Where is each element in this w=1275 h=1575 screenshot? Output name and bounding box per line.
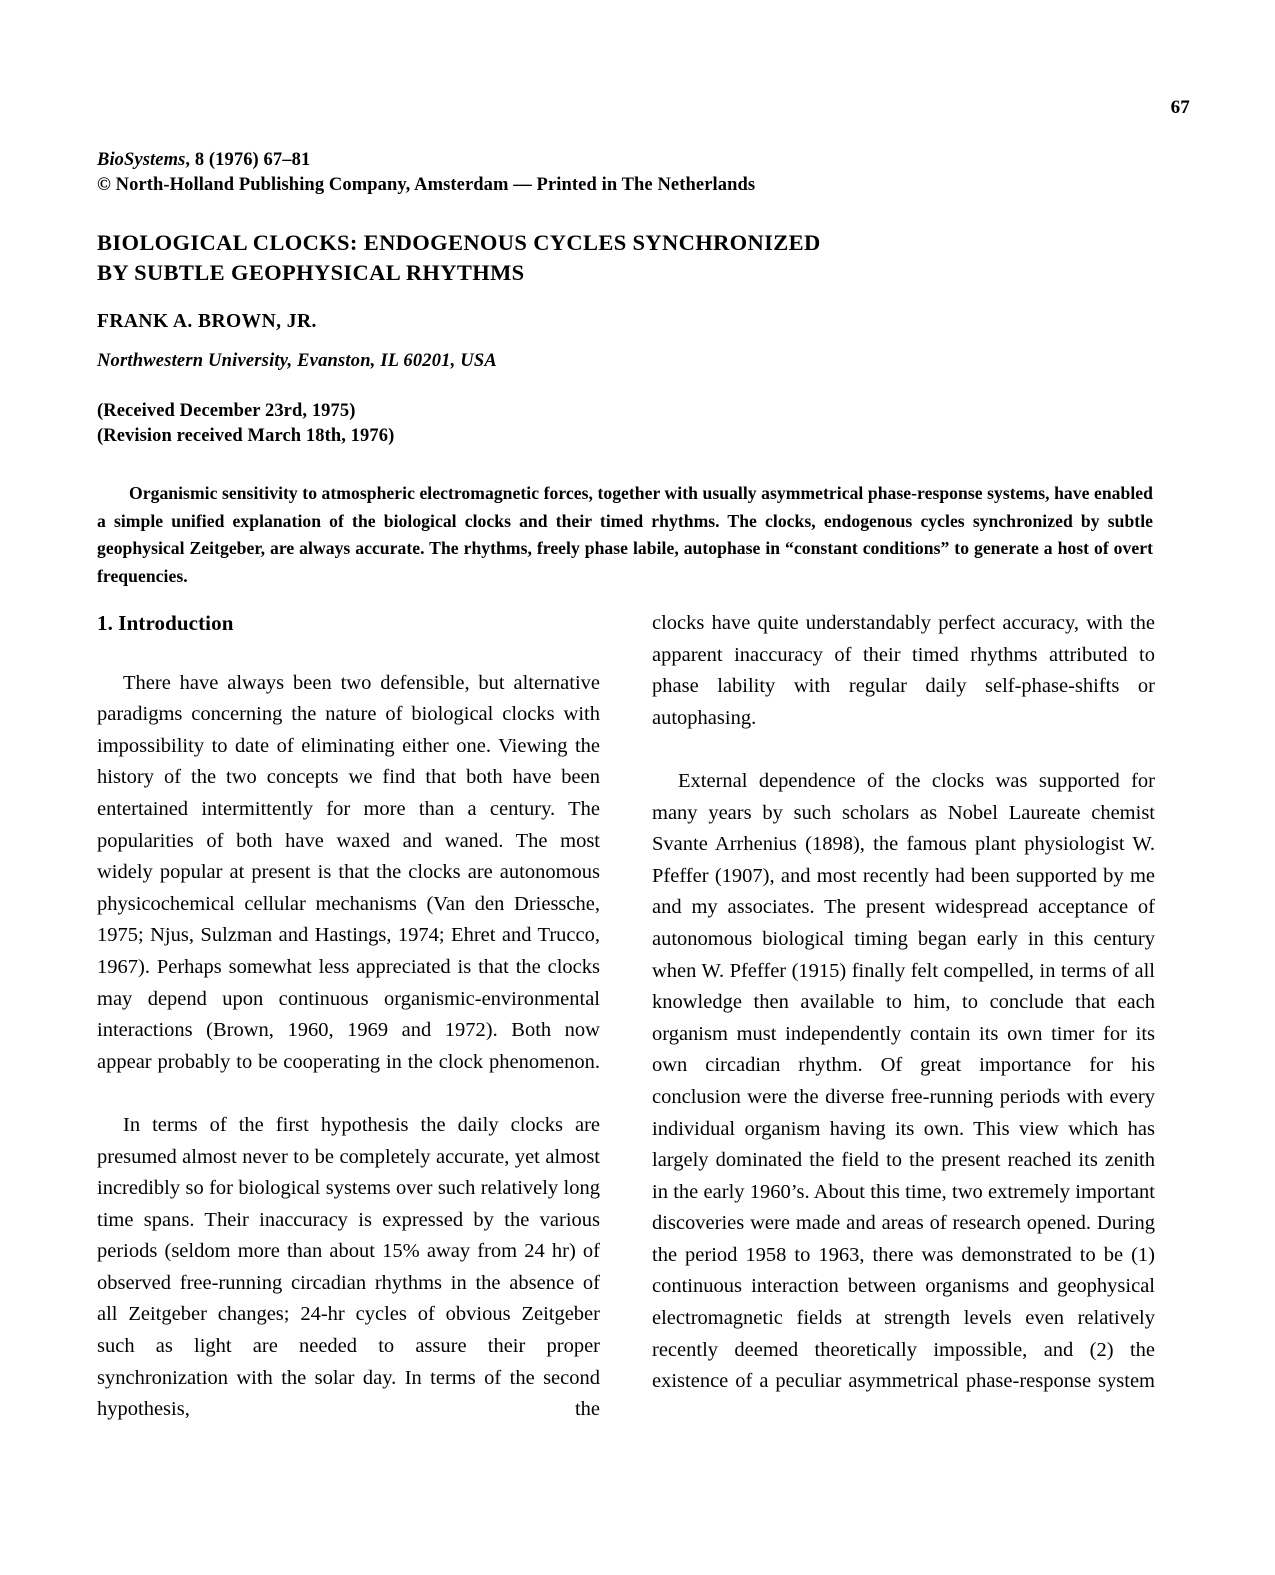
body-column-left [97, 608, 600, 1457]
journal-name: BioSystems [97, 150, 186, 170]
abstract: Organismic sensitivity to atmospheric electromagnetic forces, together with usually asymmetrical phase-response systems, have enabled a simple unified explanation of the biological clocks and their timed rhythms. The clocks, endogenous cycles synchronized by subtle geophysical Zeitgeber, are always accurate. The rhythms, freely phase labile, autophase in “constant conditions” to generate a host of overt frequencies. [97, 483, 1153, 586]
paragraph: There have always been two defensible, but alternative paradigms concerning the nature of biological clocks with impossibility to date of eliminating either one. Viewing the history of the two concepts we find that both have been entertained intermittently for more than a century. The popularities of both have waxed and waned. The most widely popular at present is that the clocks are autonomous physicochemical cellular mechanisms (Van den Driessche, 1975; Njus, Sulzman and Hastings, 1974; Ehret and Trucco, 1967). Perhaps somewhat less appreciated is that the clocks may depend upon continuous organismic-environmental interactions (Brown, 1960, 1969 and 1972). Both now appear probably to be cooperating in the clock phenomenon. [97, 671, 600, 1073]
journal-citation: , 8 (1976) 67–81 [185, 150, 311, 170]
paragraph: clocks have quite understandably perfect accuracy, with the apparent inaccuracy of their timed rhythms attributed to phase lability with regular daily self-phase-shifts or autophasing. [652, 612, 1155, 729]
title-line-1: BIOLOGICAL CLOCKS: ENDOGENOUS CYCLES SYNCHRONIZED [97, 230, 821, 255]
title-line-2: BY SUBTLE GEOPHYSICAL RHYTHMS [97, 260, 525, 285]
journal-citation-line [97, 148, 1157, 173]
revision-date: (Revision received March 18th, 1976) [97, 425, 395, 446]
received-date: (Received December 23rd, 1975) [97, 401, 356, 421]
author-affiliation: Northwestern University, Evanston, IL 60201, USA [97, 351, 497, 371]
submission-dates [97, 399, 394, 448]
paragraph: In terms of the first hypothesis the daily clocks are presumed almost never to be completely accurate, yet almost incredibly so for biological systems over such relatively long time spans. Their inaccuracy is expressed by the various periods (seldom more than about 15% away from 24 hr) of observed free-running circadian rhythms in the absence of all Zeitgeber changes; 24-hr cycles of obvious Zeitgeber such as light are needed to assure their proper synchronization with the solar day. In terms of the second hypothesis, the [97, 1113, 600, 1421]
paragraph: External dependence of the clocks was supported for many years by such scholars as Nobel Laureate chemist Svante Arrhenius (1898), the famous plant physiologist W. Pfeffer (1907), and most recently had been supported by me and my associates. The present widespread acceptance of autonomous biological timing began early in this century when W. Pfeffer (1915) finally felt compelled, in terms of all knowledge then available to him, to conclude that each organism must independently contain its own timer for its own circadian rhythm. Of great importance for his conclusion were the diverse free-running periods with every individual organism having its own. This view which has largely dominated the field to the present reached its zenith in the early 1960’s. About this time, two extremely important discoveries were made and areas of research opened. During the period 1958 to 1963, there was demonstrated to be (1) continuous interaction between organisms and geophysical electromagnetic fields at strength levels even relatively recently deemed theoretically impossible, and (2) the existence of a peculiar asymmetrical phase-response system [652, 769, 1155, 1393]
page-title [97, 228, 997, 288]
page-number: 67 [1170, 97, 1190, 118]
author-name: FRANK A. BROWN, JR. [97, 311, 317, 332]
section-heading-introduction: 1. Introduction [97, 611, 234, 635]
copyright-line: © North-Holland Publishing Company, Amsterdam — Printed in The Netherlands [97, 175, 756, 195]
body-column-right [652, 608, 1155, 1429]
journal-reference-block [97, 148, 1157, 198]
